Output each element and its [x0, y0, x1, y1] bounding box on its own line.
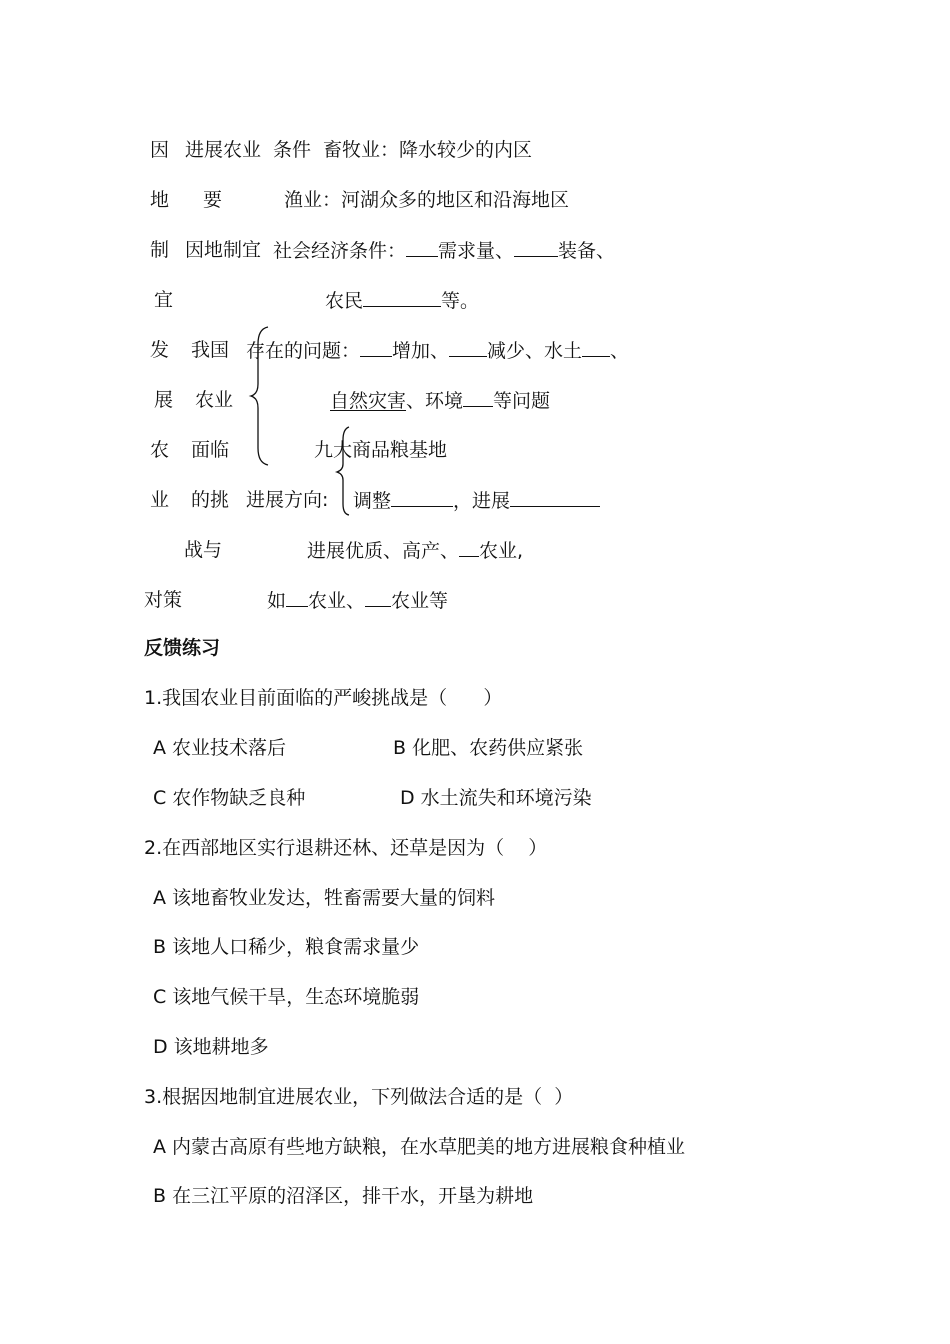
outline-col1-char: 农 [150, 439, 170, 461]
outline-col1-char: 制 [150, 239, 170, 261]
outline-text: 农民 等。 [325, 290, 480, 312]
outline-text: 社会经济条件： 需求量、 装备、 [273, 240, 616, 262]
option: A 该地畜牧业发达，牲畜需要大量的饲料 [153, 887, 496, 909]
outline-text: 调整 ，进展 [353, 488, 600, 513]
option: C 该地气候干旱，生态环境脆弱 [153, 986, 420, 1008]
outline-col1-char: 因 [150, 139, 170, 161]
option: D 水土流失和环境污染 [400, 787, 592, 809]
outline-text: 进展方向: [246, 489, 329, 511]
outline-label: 因地制宜 [185, 239, 262, 261]
outline-text: 如 农业、 农业等 [267, 590, 449, 612]
option: A 内蒙古高原有些地方缺粮，在水草肥美的地方进展粮食种植业 [153, 1136, 686, 1158]
option: D 该地耕地多 [153, 1036, 269, 1058]
outline-col1-char: 展 [154, 389, 174, 411]
outline-col2-text: 我国 [191, 339, 230, 361]
outline-col1-char: 发 [150, 339, 170, 361]
outline-text: 渔业：河湖众多的地区和沿海地区 [284, 189, 570, 211]
outline-col2-text: 农业 [195, 389, 234, 411]
outline-col2-text: 的挑 [191, 489, 230, 511]
question: 2.在西部地区实行退耕还林、还草是因为（ ） [144, 837, 548, 859]
outline-col1-char: 地 [150, 189, 170, 211]
outline-label: 要 [203, 189, 223, 211]
outline-col1-char: 业 [150, 489, 170, 511]
outline-col2-text: 面临 [191, 439, 230, 461]
outline-col2-text: 对策 [144, 589, 183, 611]
outline-text: 存在的问题： 增加、 减少、水土 、 [246, 340, 630, 362]
option: B 化肥、农药供应紧张 [393, 737, 584, 759]
option: B 在三江平原的沼泽区，排干水，开垦为耕地 [153, 1185, 534, 1207]
outline-text: 九大商品粮基地 [314, 439, 448, 461]
outline-col1-char: 宜 [154, 289, 174, 311]
option: A 农业技术落后 [153, 737, 287, 759]
brace-mark [335, 426, 351, 516]
outline-text: 进展优质、高产、 农业, [307, 540, 524, 562]
outline-col2-text: 战与 [184, 539, 223, 561]
outline-text: 畜牧业：降水较少的内区 [323, 139, 533, 161]
outline-text: 自然灾害、环境 等问题 [330, 390, 551, 412]
option: C 农作物缺乏良种 [153, 787, 306, 809]
option: B 该地人口稀少，粮食需求量少 [153, 936, 420, 958]
section-heading: 反馈练习 [144, 637, 221, 659]
outline-label: 进展农业 [185, 139, 262, 161]
question: 3.根据因地制宜进展农业，下列做法合适的是（ ） [144, 1086, 574, 1108]
question: 1.我国农业目前面临的严峻挑战是（ ） [144, 687, 503, 709]
outline-label: 条件 [273, 139, 312, 161]
